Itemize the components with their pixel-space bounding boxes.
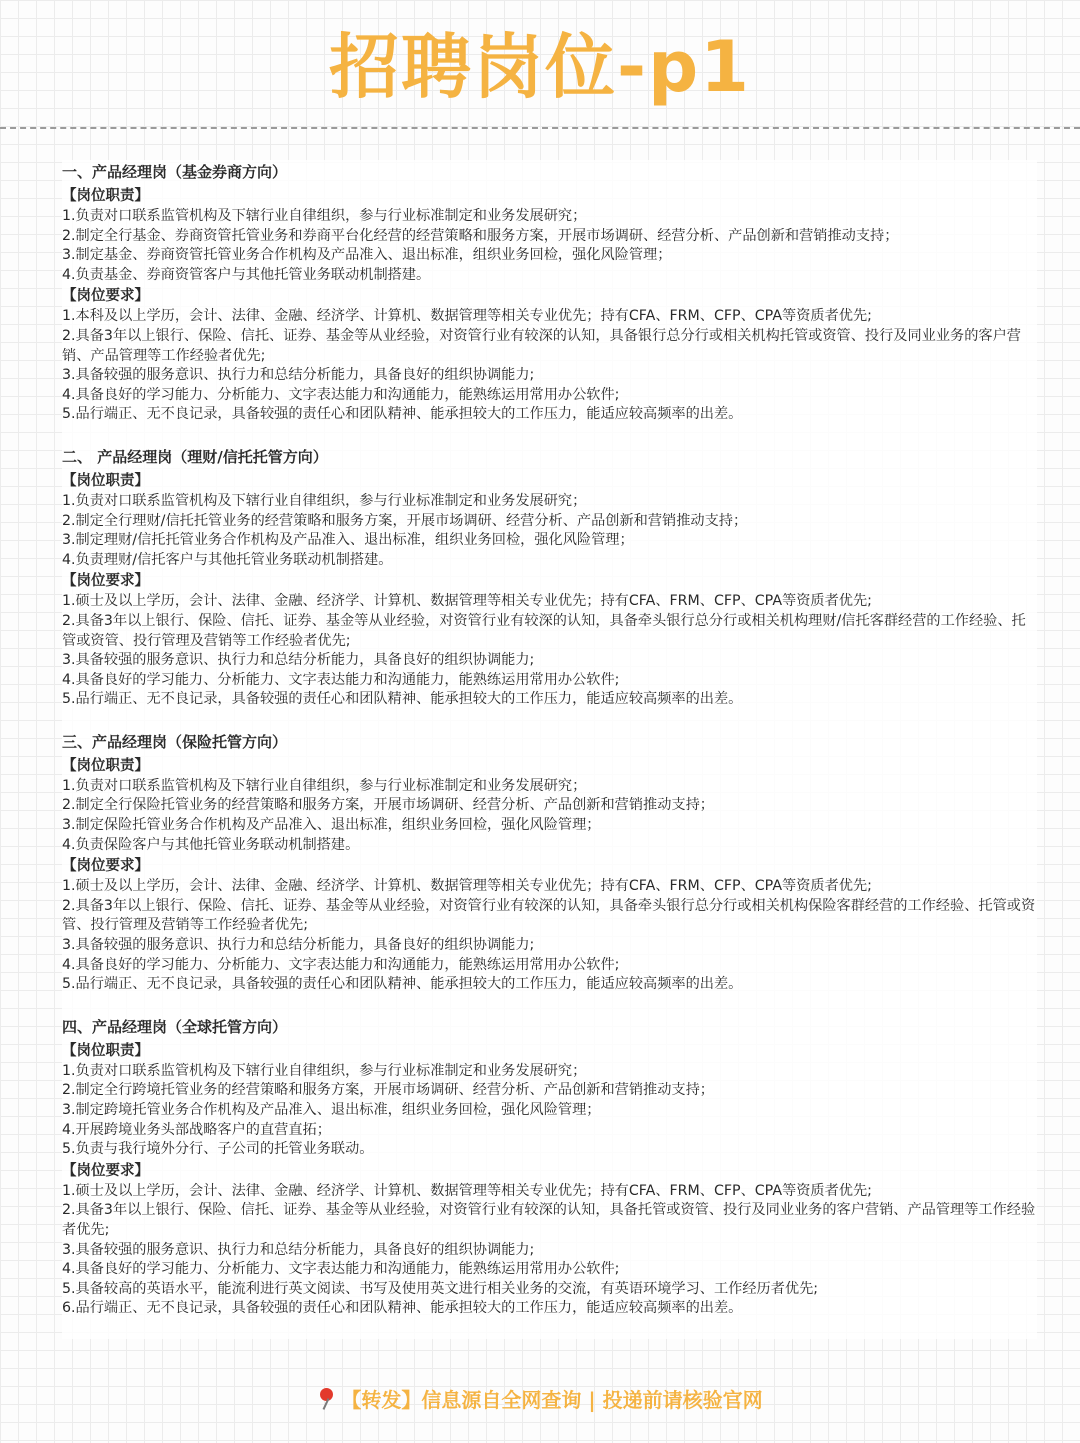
duty-item: 4.负责基金、券商资管客户与其他托管业务联动机制搭建。	[62, 266, 431, 283]
duties-label: 【岗位职责】	[62, 1042, 149, 1059]
duty-item: 3.制定基金、券商资管托管业务合作机构及产品准入、退出标准，组织业务回检，强化风险管理；	[62, 247, 672, 264]
requirement-item: 4.具备良好的学习能力、分析能力、文字表达能力和沟通能力，能熟练运用常用办公软件;	[62, 1261, 620, 1278]
section-title: 二、 产品经理岗（理财/信托托管方向）	[62, 447, 328, 466]
footer-text: 【转发】信息源自全网查询 | 投递前请核验官网	[341, 1388, 763, 1412]
requirement-item: 3.具备较强的服务意识、执行力和总结分析能力，具备良好的组织协调能力;	[62, 937, 535, 954]
dashed-divider	[0, 127, 1080, 129]
duty-item: 2.制定全行理财/信托托管业务的经营策略和服务方案，开展市场调研、经营分析、产品创新和营销推动支持；	[62, 512, 748, 529]
page-title: 招聘岗位-p1	[329, 26, 751, 108]
duty-item: 1.负责对口联系监管机构及下辖行业自律组织，参与行业标准制定和业务发展研究；	[62, 492, 587, 509]
job-section-3	[62, 730, 1037, 995]
duty-item: 4.负责保险客户与其他托管业务联动机制搭建。	[62, 836, 360, 853]
requirements-label: 【岗位要求】	[62, 1162, 149, 1179]
job-section-1	[62, 160, 1037, 425]
duty-item: 2.制定全行保险托管业务的经营策略和服务方案，开展市场调研、经营分析、产品创新和营销推动支持；	[62, 797, 714, 814]
requirement-item: 1.本科及以上学历，会计、法律、金融、经济学、计算机、数据管理等相关专业优先；持有CFA、FRM、CFP、CPA等资质者优先;	[62, 308, 872, 325]
pushpin-icon	[317, 1388, 335, 1410]
requirement-item: 3.具备较强的服务意识、执行力和总结分析能力，具备良好的组织协调能力;	[62, 652, 535, 669]
duty-item: 1.负责对口联系监管机构及下辖行业自律组织，参与行业标准制定和业务发展研究；	[62, 1062, 587, 1079]
requirement-item: 4.具备良好的学习能力、分析能力、文字表达能力和沟通能力，能熟练运用常用办公软件;	[62, 956, 620, 973]
requirement-item: 5.品行端正、无不良记录，具备较强的责任心和团队精神、能承担较大的工作压力，能适应较高频率的出差。	[62, 406, 743, 423]
requirements-label: 【岗位要求】	[62, 858, 149, 875]
requirement-item: 2.具备3年以上银行、保险、信托、证券、基金等从业经验，对资管行业有较深的认知，具备牵头银行总分行或相关机构保险客群经营的工作经验、托管或资管、投行管理及营销等工作经验者优先;	[62, 897, 1036, 934]
requirement-item: 5.品行端正、无不良记录，具备较强的责任心和团队精神、能承担较大的工作压力，能适应较高频率的出差。	[62, 691, 743, 708]
requirement-item: 2.具备3年以上银行、保险、信托、证券、基金等从业经验，对资管行业有较深的认知，具备银行总分行或相关机构托管或资管、投行及同业业务的客户营销、产品管理等工作经验者优先;	[62, 327, 1021, 364]
requirements-label: 【岗位要求】	[62, 288, 149, 305]
requirement-item: 1.硕士及以上学历，会计、法律、金融、经济学、计算机、数据管理等相关专业优先；持有CFA、FRM、CFP、CPA等资质者优先;	[62, 878, 872, 895]
requirement-item: 2.具备3年以上银行、保险、信托、证券、基金等从业经验，对资管行业有较深的认知，具备牵头银行总分行或相关机构理财/信托客群经营的工作经验、托管或资管、投行管理及营销等工作经验者优先;	[62, 612, 1026, 649]
duties-label: 【岗位职责】	[62, 188, 149, 204]
requirement-item: 1.硕士及以上学历，会计、法律、金融、经济学、计算机、数据管理等相关专业优先；持有CFA、FRM、CFP、CPA等资质者优先;	[62, 1182, 872, 1199]
requirements-label: 【岗位要求】	[62, 573, 149, 590]
job-section-4	[62, 1015, 1037, 1319]
duty-item: 1.负责对口联系监管机构及下辖行业自律组织，参与行业标准制定和业务发展研究；	[62, 777, 587, 794]
requirement-item: 3.具备较强的服务意识、执行力和总结分析能力，具备良好的组织协调能力;	[62, 1241, 535, 1258]
duty-item: 2.制定全行基金、券商资管托管业务和券商平台化经营的经营策略和服务方案，开展市场调研、经营分析、产品创新和营销推动支持；	[62, 227, 899, 244]
requirement-item: 4.具备良好的学习能力、分析能力、文字表达能力和沟通能力，能熟练运用常用办公软件;	[62, 386, 620, 403]
requirement-item: 1.硕士及以上学历，会计、法律、金融、经济学、计算机、数据管理等相关专业优先；持有CFA、FRM、CFP、CPA等资质者优先;	[62, 593, 872, 610]
requirement-item: 4.具备良好的学习能力、分析能力、文字表达能力和沟通能力，能熟练运用常用办公软件;	[62, 671, 620, 688]
requirement-item: 6.品行端正、无不良记录，具备较强的责任心和团队精神、能承担较大的工作压力，能适应较高频率的出差。	[62, 1300, 743, 1317]
duty-item: 1.负责对口联系监管机构及下辖行业自律组织，参与行业标准制定和业务发展研究；	[62, 208, 587, 224]
duty-item: 5.负责与我行境外分行、子公司的托管业务联动。	[62, 1141, 374, 1158]
footer-note	[0, 1383, 1080, 1417]
requirement-item: 2.具备3年以上银行、保险、信托、证券、基金等从业经验，对资管行业有较深的认知，具备托管或资管、投行及同业业务的客户营销、产品管理等工作经验者优先;	[62, 1202, 1036, 1238]
job-listings	[62, 160, 1037, 1339]
section-title: 四、产品经理岗（全球托管方向）	[62, 1017, 288, 1036]
requirement-item: 5.具备较高的英语水平，能流利进行英文阅读、书写及使用英文进行相关业务的交流，有英语环境学习、工作经历者优先;	[62, 1280, 819, 1297]
section-title: 三、产品经理岗（保险托管方向）	[62, 732, 288, 751]
duty-item: 3.制定理财/信托托管业务合作机构及产品准入、退出标准，组织业务回检，强化风险管理；	[62, 532, 634, 549]
job-section-2	[62, 445, 1037, 710]
section-title: 一、产品经理岗（基金券商方向）	[62, 163, 288, 181]
duty-item: 4.负责理财/信托客户与其他托管业务联动机制搭建。	[62, 551, 393, 568]
duty-item: 3.制定保险托管业务合作机构及产品准入、退出标准，组织业务回检，强化风险管理；	[62, 817, 601, 834]
page-header	[0, 0, 1080, 130]
requirement-item: 5.品行端正、无不良记录，具备较强的责任心和团队精神、能承担较大的工作压力，能适应较高频率的出差。	[62, 976, 743, 993]
requirement-item: 3.具备较强的服务意识、执行力和总结分析能力，具备良好的组织协调能力;	[62, 367, 535, 384]
duty-item: 3.制定跨境托管业务合作机构及产品准入、退出标准，组织业务回检，强化风险管理；	[62, 1102, 601, 1118]
duties-label: 【岗位职责】	[62, 757, 149, 774]
duty-item: 4.开展跨境业务头部战略客户的直营直拓；	[62, 1121, 331, 1138]
duties-label: 【岗位职责】	[62, 472, 149, 489]
duty-item: 2.制定全行跨境托管业务的经营策略和服务方案，开展市场调研、经营分析、产品创新和营销推动支持；	[62, 1082, 714, 1099]
